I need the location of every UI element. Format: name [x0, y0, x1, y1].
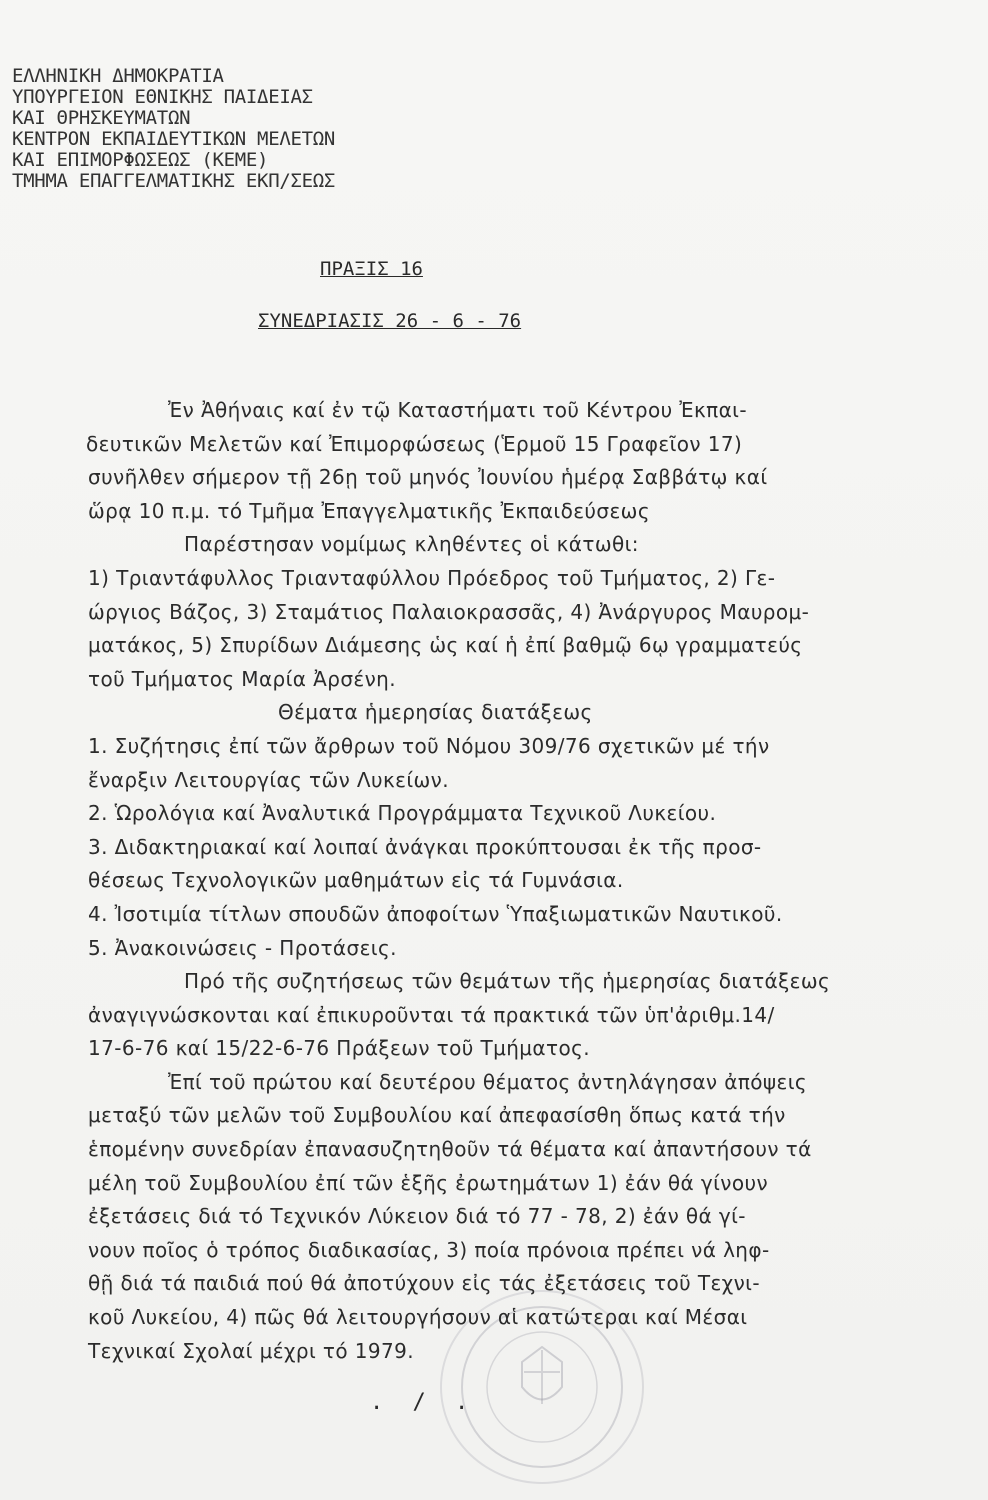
body-line: μεταξύ τῶν μελῶν τοῦ Συμβουλίου καί ἀπεφασίσθη ὅπως κατά τήν — [88, 1103, 786, 1128]
body-line: ματάκος, 5) Σπυρίδων Διάμεσης ὡς καί ἡ ἐπί βαθμῷ 6ῳ γραμματεύς — [88, 633, 803, 658]
body-line: ἑπομένην συνεδρίαν ἐπανασυζητηθοῦν τά θέματα καί ἀπαντήσουν τά — [88, 1137, 812, 1162]
agenda-item: 4. Ἰσοτιμία τίτλων σπουδῶν ἀποφοίτων Ὑπαξιωματικῶν Ναυτικοῦ. — [88, 901, 783, 926]
body-line: κοῦ Λυκείου, 4) πῶς θά λειτουργήσουν αἱ κατώτεραι καί Μέσαι — [88, 1305, 748, 1330]
body-line: 17-6-76 καί 15/22-6-76 Πράξεων τοῦ Τμήματος. — [88, 1036, 590, 1061]
body-line: Πρό τῆς συζητήσεως τῶν θεμάτων τῆς ἡμερησίας διατάξεως — [184, 969, 831, 994]
agenda-item-cont: ἔναρξιν Λειτουργίας τῶν Λυκείων. — [88, 767, 450, 792]
body-line: ὥρᾳ 10 π.μ. τό Τμῆμα Ἐπαγγελματικῆς Ἐκπαιδεύσεως — [88, 498, 650, 523]
agenda-item: 5. Ἀνακοινώσεις - Προτάσεις. — [88, 935, 397, 960]
header-line: ΚΑΙ ΘΡΗΣΚΕΥΜΑΤΩΝ — [12, 107, 191, 129]
body-line: ἀναγιγνώσκονται καί ἐπικυροῦνται τά πρακτικά τῶν ὑπ'ἀριθμ.14/ — [88, 1002, 775, 1027]
act-title: ΠΡΑΞΙΣ 16 — [320, 258, 423, 280]
agenda-heading: Θέματα ἡμερησίας διατάξεως — [278, 700, 593, 725]
body-line: νουν ποῖος ὁ τρόπος διαδικασίας, 3) ποία πρόνοια πρέπει νά ληφ- — [88, 1237, 770, 1262]
minutes-body — [88, 394, 948, 1368]
header-line: ΤΜΗΜΑ ΕΠΑΓΓΕΛΜΑΤΙΚΗΣ ΕΚΠ/ΣΕΩΣ — [12, 170, 336, 192]
issuer-header — [12, 66, 335, 192]
body-line: Τεχνικαί Σχολαί μέχρι τό 1979. — [88, 1338, 414, 1363]
header-line: ΥΠΟΥΡΓΕΙΟΝ ΕΘΝΙΚΗΣ ΠΑΙΔΕΙΑΣ — [12, 86, 313, 108]
meeting-date: ΣΥΝΕΔΡΙΑΣΙΣ 26 - 6 - 76 — [258, 310, 522, 332]
agenda-item: 3. Διδακτηριακαί καί λοιπαί ἀνάγκαι προκύπτουσαι ἐκ τῆς προσ- — [88, 834, 762, 859]
body-line: Παρέστησαν νομίμως κληθέντες οἱ κάτωθι: — [184, 532, 639, 557]
body-line: τοῦ Τμήματος Μαρία Ἀρσένη. — [88, 666, 397, 691]
body-line: Ἐπί τοῦ πρώτου καί δευτέρου θέματος ἀντηλάγησαν ἀπόψεις — [168, 1069, 808, 1094]
body-line: δευτικῶν Μελετῶν καί Ἐπιμορφώσεως (Ἑρμοῦ 15 Γραφεῖον 17) — [86, 431, 743, 456]
header-line: ΕΛΛΗΝΙΚΗ ΔΗΜΟΚΡΑΤΙΑ — [12, 65, 224, 87]
header-line: ΚΕΝΤΡΟΝ ΕΚΠΑΙΔΕΥΤΙΚΩΝ ΜΕΛΕΤΩΝ — [12, 128, 336, 150]
body-line: συνῆλθεν σήμερον τῇ 26ῃ τοῦ μηνός Ἰουνίου ἡμέρᾳ Σαββάτῳ καί — [88, 465, 768, 490]
body-line: ἐξετάσεις διά τό Τεχνικόν Λύκειον διά τό 77 - 78, 2) ἐάν θά γί- — [88, 1204, 746, 1229]
body-line: ώργιος Βάζος, 3) Σταμάτιος Παλαιοκρασσᾶς, 4) Ἀνάργυρος Μαυρομ- — [88, 599, 810, 624]
body-line: Ἐν Ἀθήναις καί ἐν τῷ Καταστήματι τοῦ Κέντρου Ἐκπαι- — [168, 398, 747, 422]
header-line: ΚΑΙ ΕΠΙΜΟΡΦΩΣΕΩΣ (ΚΕΜΕ) — [12, 149, 269, 171]
body-line: 1) Τριαντάφυλλος Τριανταφύλλου Πρόεδρος τοῦ Τμήματος, 2) Γε- — [88, 565, 776, 590]
agenda-item: 2. Ὡρολόγια καί Ἀναλυτικά Προγράμματα Τεχνικοῦ Λυκείου. — [88, 801, 717, 826]
agenda-item: 1. Συζήτησις ἐπί τῶν ἄρθρων τοῦ Νόμου 309/76 σχετικῶν μέ τήν — [88, 733, 770, 758]
body-line: μέλη τοῦ Συμβουλίου ἐπί τῶν ἑξῆς ἐρωτημάτων 1) ἐάν θά γίνουν — [88, 1170, 769, 1195]
continuation-mark: . / . — [370, 1390, 477, 1415]
agenda-item-cont: θέσεως Τεχνολογικῶν μαθημάτων εἰς τά Γυμνάσια. — [88, 868, 624, 893]
body-line: θῇ διά τά παιδιά πού θά ἀποτύχουν εἰς τάς ἐξετάσεις τοῦ Τεχνι- — [88, 1271, 760, 1296]
